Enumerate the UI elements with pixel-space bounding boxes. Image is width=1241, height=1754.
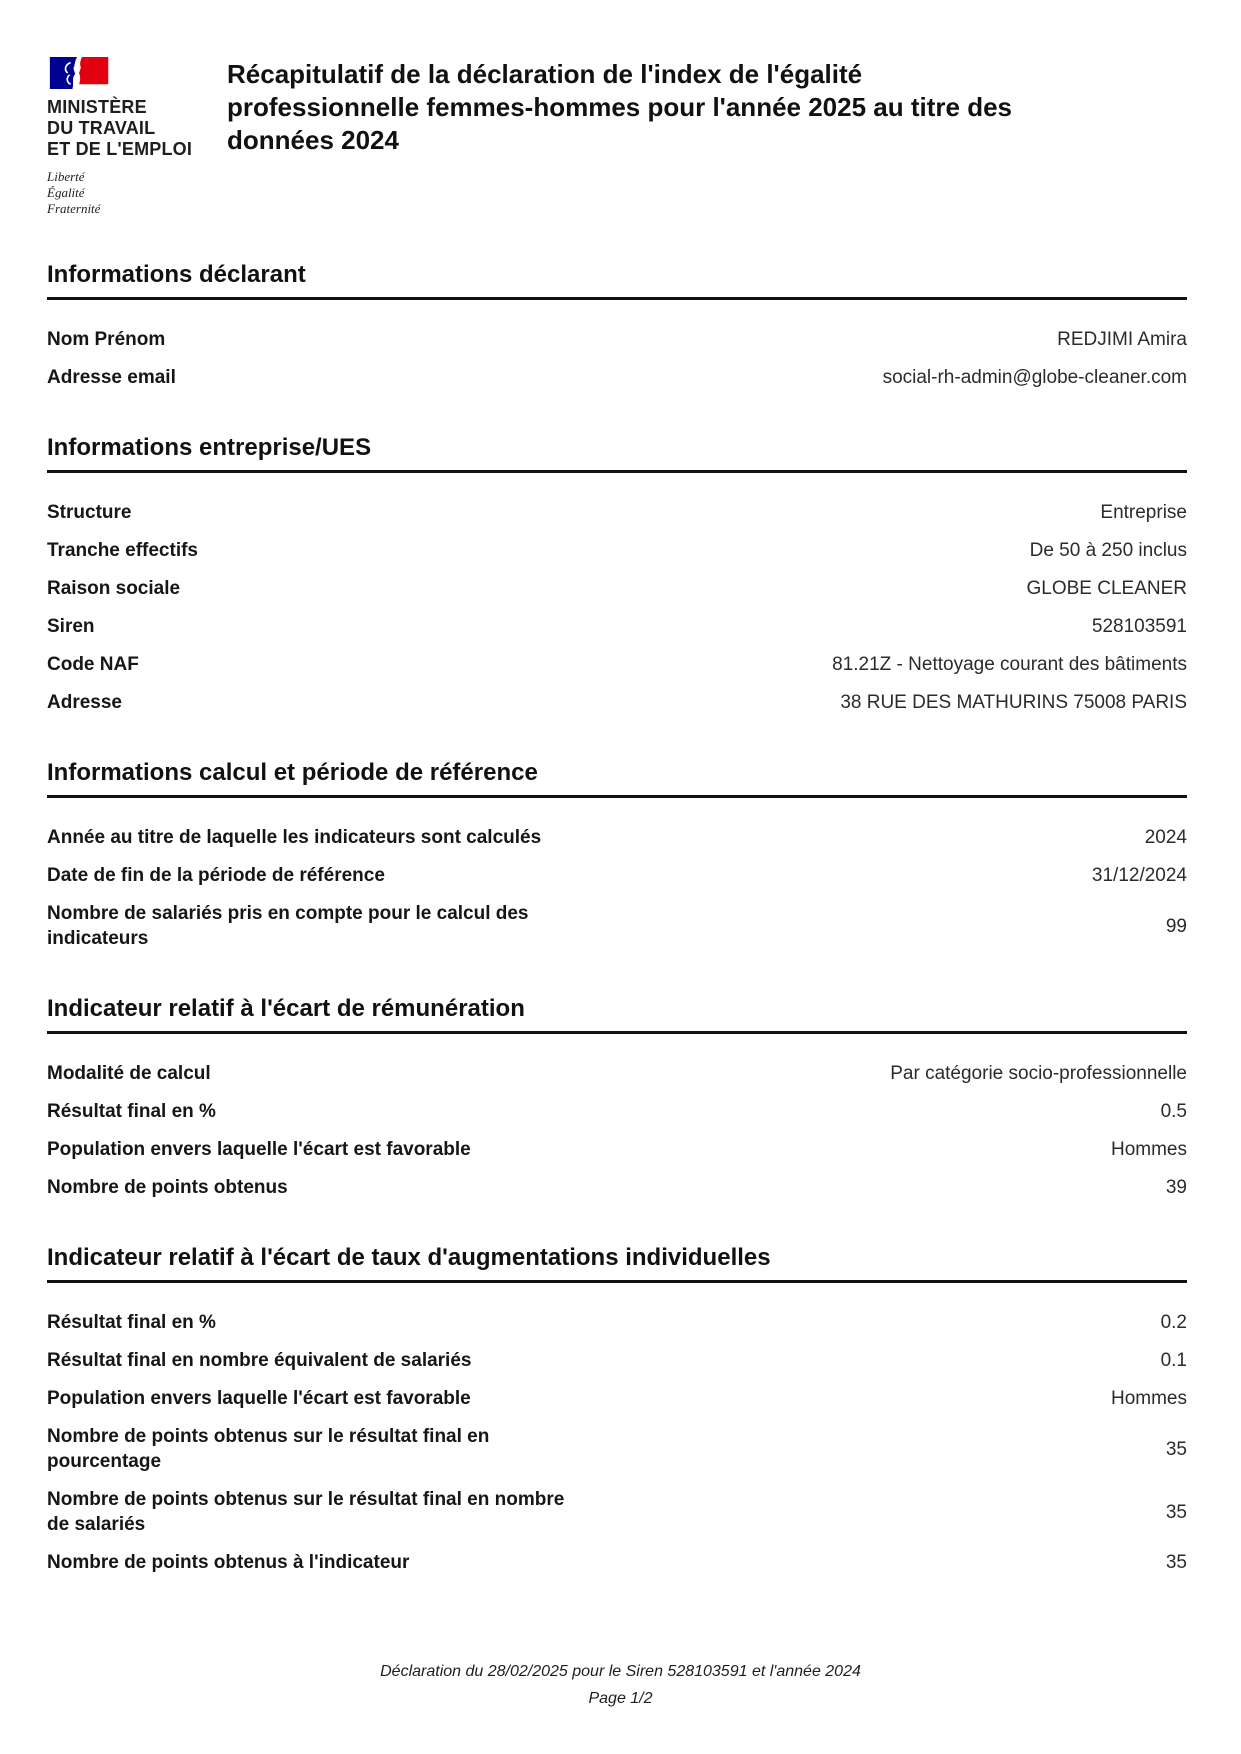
section-declarant — [47, 261, 1187, 390]
row-label: Code NAF — [47, 654, 139, 675]
document-footer — [0, 1658, 1241, 1712]
row-label: Adresse — [47, 692, 122, 713]
info-row — [47, 690, 1187, 715]
info-row — [47, 614, 1187, 639]
info-row — [47, 576, 1187, 601]
info-row — [47, 1550, 1187, 1575]
row-label: Raison sociale — [47, 578, 181, 599]
row-value: 35 — [1165, 1552, 1187, 1573]
marianne-flag-icon — [49, 57, 111, 89]
row-value: 35 — [1165, 1501, 1187, 1523]
row-value: Hommes — [1110, 1388, 1187, 1409]
page-title: Récapitulatif de la déclaration de l'index de l'égalité professionnelle femmes-hommes pour l'année 2025 au titre des données 2024 — [227, 59, 1012, 155]
info-row — [47, 1310, 1187, 1335]
info-row — [47, 1386, 1187, 1411]
section-heading: Informations déclarant — [47, 261, 1187, 300]
row-label: Modalité de calcul — [47, 1063, 211, 1084]
row-label: Siren — [47, 616, 95, 637]
info-row — [47, 327, 1187, 352]
section-heading: Informations calcul et période de référence — [47, 759, 1187, 798]
ministry-name-line: DU TRAVAIL — [47, 118, 156, 138]
row-label: Nombre de salariés pris en compte pour le calcul des indicateurs — [47, 903, 529, 949]
row-value: 81.21Z - Nettoyage courant des bâtiments — [832, 654, 1187, 675]
section-entreprise — [47, 434, 1187, 715]
row-label: Population envers laquelle l'écart est favorable — [47, 1388, 471, 1409]
row-label: Adresse email — [47, 367, 176, 388]
row-label: Nom Prénom — [47, 329, 166, 350]
row-value: GLOBE CLEANER — [1026, 578, 1187, 599]
info-row — [47, 825, 1187, 850]
section-calcul — [47, 759, 1187, 951]
row-value: 0.5 — [1160, 1101, 1187, 1122]
section-heading: Indicateur relatif à l'écart de rémunération — [47, 995, 1187, 1034]
row-label: Nombre de points obtenus sur le résultat final en nombre de salariés — [47, 1489, 565, 1535]
row-label: Structure — [47, 502, 132, 523]
row-value: 0.1 — [1160, 1350, 1187, 1371]
ministry-name-line: MINISTÈRE — [47, 97, 147, 117]
section-remuneration — [47, 995, 1187, 1200]
row-value: 31/12/2024 — [1091, 865, 1187, 886]
info-row — [47, 500, 1187, 525]
motto-line: Égalité — [47, 185, 85, 200]
row-label: Nombre de points obtenus sur le résultat final en pourcentage — [47, 1426, 490, 1472]
row-value: 35 — [1165, 1438, 1187, 1460]
info-row — [47, 365, 1187, 390]
row-label: Résultat final en nombre équivalent de salariés — [47, 1350, 472, 1371]
row-value: 39 — [1165, 1177, 1187, 1198]
row-label: Population envers laquelle l'écart est favorable — [47, 1139, 471, 1160]
row-label: Année au titre de laquelle les indicateurs sont calculés — [47, 827, 542, 848]
ministry-logo — [47, 55, 209, 217]
row-value: 0.2 — [1160, 1312, 1187, 1333]
row-value: social-rh-admin@globe-cleaner.com — [882, 367, 1187, 388]
row-value: 2024 — [1144, 827, 1187, 848]
row-value: REDJIMI Amira — [1057, 329, 1187, 350]
info-row — [47, 1137, 1187, 1162]
info-row — [47, 1424, 1187, 1474]
row-value: De 50 à 250 inclus — [1029, 540, 1187, 561]
row-label: Tranche effectifs — [47, 540, 198, 561]
row-value: Par catégorie socio-professionnelle — [890, 1063, 1187, 1084]
row-label: Date de fin de la période de référence — [47, 865, 385, 886]
document-header — [47, 55, 1187, 217]
row-label: Résultat final en % — [47, 1101, 216, 1122]
row-value: Entreprise — [1100, 502, 1187, 523]
info-row — [47, 901, 1187, 951]
row-label: Résultat final en % — [47, 1312, 216, 1333]
section-heading: Informations entreprise/UES — [47, 434, 1187, 473]
info-row — [47, 1099, 1187, 1124]
republic-motto — [47, 169, 209, 217]
row-value: 528103591 — [1091, 616, 1187, 637]
row-label: Nombre de points obtenus — [47, 1177, 288, 1198]
motto-line: Liberté — [47, 169, 85, 184]
info-row — [47, 863, 1187, 888]
ministry-name — [47, 97, 209, 160]
info-row — [47, 1175, 1187, 1200]
row-value: Hommes — [1110, 1139, 1187, 1160]
ministry-name-line: ET DE L'EMPLOI — [47, 139, 193, 159]
info-row — [47, 652, 1187, 677]
row-value: 99 — [1165, 915, 1187, 937]
motto-line: Fraternité — [47, 201, 101, 216]
section-augmentations — [47, 1244, 1187, 1575]
row-label: Nombre de points obtenus à l'indicateur — [47, 1552, 410, 1573]
info-row — [47, 1061, 1187, 1086]
info-row — [47, 1348, 1187, 1373]
info-row — [47, 1487, 1187, 1537]
footer-page-number: Page 1/2 — [588, 1690, 653, 1707]
footer-declaration-line: Déclaration du 28/02/2025 pour le Siren 528103591 et l'année 2024 — [380, 1663, 861, 1680]
row-value: 38 RUE DES MATHURINS 75008 PARIS — [840, 692, 1187, 713]
info-row — [47, 538, 1187, 563]
section-heading: Indicateur relatif à l'écart de taux d'augmentations individuelles — [47, 1244, 1187, 1283]
